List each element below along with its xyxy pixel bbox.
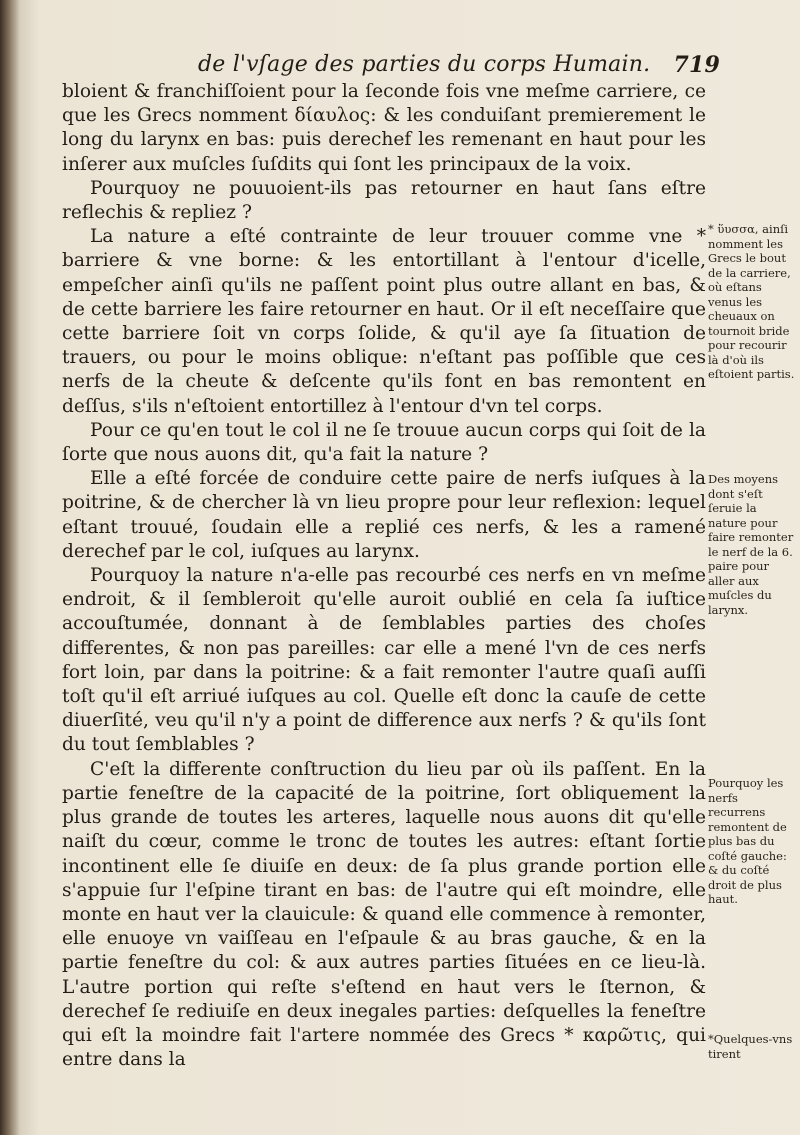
paragraph: La nature a eſté contrainte de leur trouuer comme vne * barriere & vne borne: & les entortillant à l'entour d'icelle, empeſcher ainſi qu'ils ne paſſent point plus outre allant en bas, & de cette barriere les faire retourner en haut. Or il eſt neceſſaire que cette barriere ſoit vn corps ſolide, & qu'il aye ſa ſituation de trauers, ou pour le moins oblique: n'eſtant pas poſſible que ces nerfs de la cheute & deſcente qu'ils font en bas remontent en deſſus, s'ils n'eſtoient entortillez à l'entour d'vn tel corps.: [62, 226, 706, 417]
paragraph: bloient & franchiſſoient pour la ſeconde fois vne meſme carriere, ce que les Grecs nomment δίαυλος: & les conduiſant premierement le long du larynx en bas: puis derechef les remenant en haut pour les inſerer aux muſcles ſuſdits qui ſont les principaux de la voix.: [62, 81, 706, 175]
margin-note: Des moyens dont s'eſt ſeruie la nature pour faire remonter le nerf de la 6. paire pour aller aux muſcles du larynx.: [708, 472, 794, 617]
main-text: [62, 80, 706, 1072]
page-number: 719: [673, 52, 720, 78]
paragraph: C'eſt la differente conſtruction du lieu par où ils paſſent. En la partie feneſtre de la capacité de la poitrine, ſort obliquement la plus grande de toutes les arteres, laquelle nous auons dit qu'elle naiſt du cœur, comme le tronc de toutes les autres: eſtant ſortie incontinent elle ſe diuiſe en deux: de ſa plus grande portion elle s'appuie ſur l'eſpine tirant en bas: de l'autre qui eſt moindre, elle monte en haut ver la clauicule: & quand elle commence à remonter, elle enuoye vn vaiſſeau en l'eſpaule & au bras gauche, & en la partie feneſtre du col: & aux autres parties ſituées en ce lieu-là. L'autre portion qui reſte s'eſtend en haut vers le ſternon, & derechef ſe rediuiſe en deux inegales parties: deſquelles la feneſtre qui eſt la moindre fait l'artere nommée des Grecs * καρῶτις, qui entre dans la: [62, 758, 706, 1071]
paragraph: Elle a eſté forcée de conduire cette paire de nerfs iuſques à la poitrine, & de chercher là vn lieu propre pour leur reflexion: lequel eſtant trouué, ſoudain elle a replié ces nerfs, & les a ramené derechef par le col, iuſques au larynx.: [62, 468, 706, 562]
running-head-title: de l'vſage des parties du corps Humain.: [198, 52, 651, 77]
margin-note: Pourquoy les nerfs recurrens remontent de plus bas du coſté gauche: & du coſté droit de plus haut.: [708, 776, 787, 906]
margin-note: *Quelques-vns tirent: [708, 1032, 793, 1061]
margin-note: * ὕυσσα, ainſi nomment les Grecs le bout de la carriere, où eſtans venus les cheuaux on tournoit bride pour recourir là d'où ils eſtoient partis.: [708, 222, 795, 381]
paragraph: Pourquoy la nature n'a-elle pas recourbé ces nerfs en vn meſme endroit, & il ſembleroit qu'elle auroit oublié en cela ſa iuſtice accouſtumée, donnant à de ſemblables parties des choſes differentes, & non pas pareilles: car elle a mené l'vn de ces nerfs fort loin, par dans la poitrine: & a fait remonter l'autre quaſi auſſi toſt qu'il eſt arriué iuſques au col. Quelle eſt donc la cauſe de cette diuerſité, veu qu'il n'y a point de difference aux nerfs ? & qu'ils ſont du tout ſemblables ?: [62, 565, 706, 756]
paragraph: Pourquoy ne pouuoient-ils pas retourner en haut ſans eſtre reflechis & repliez ?: [62, 177, 706, 224]
paragraph: Pour ce qu'en tout le col il ne ſe trouue aucun corps qui ſoit de la ſorte que nous auons dit, qu'a fait la nature ?: [62, 419, 706, 466]
